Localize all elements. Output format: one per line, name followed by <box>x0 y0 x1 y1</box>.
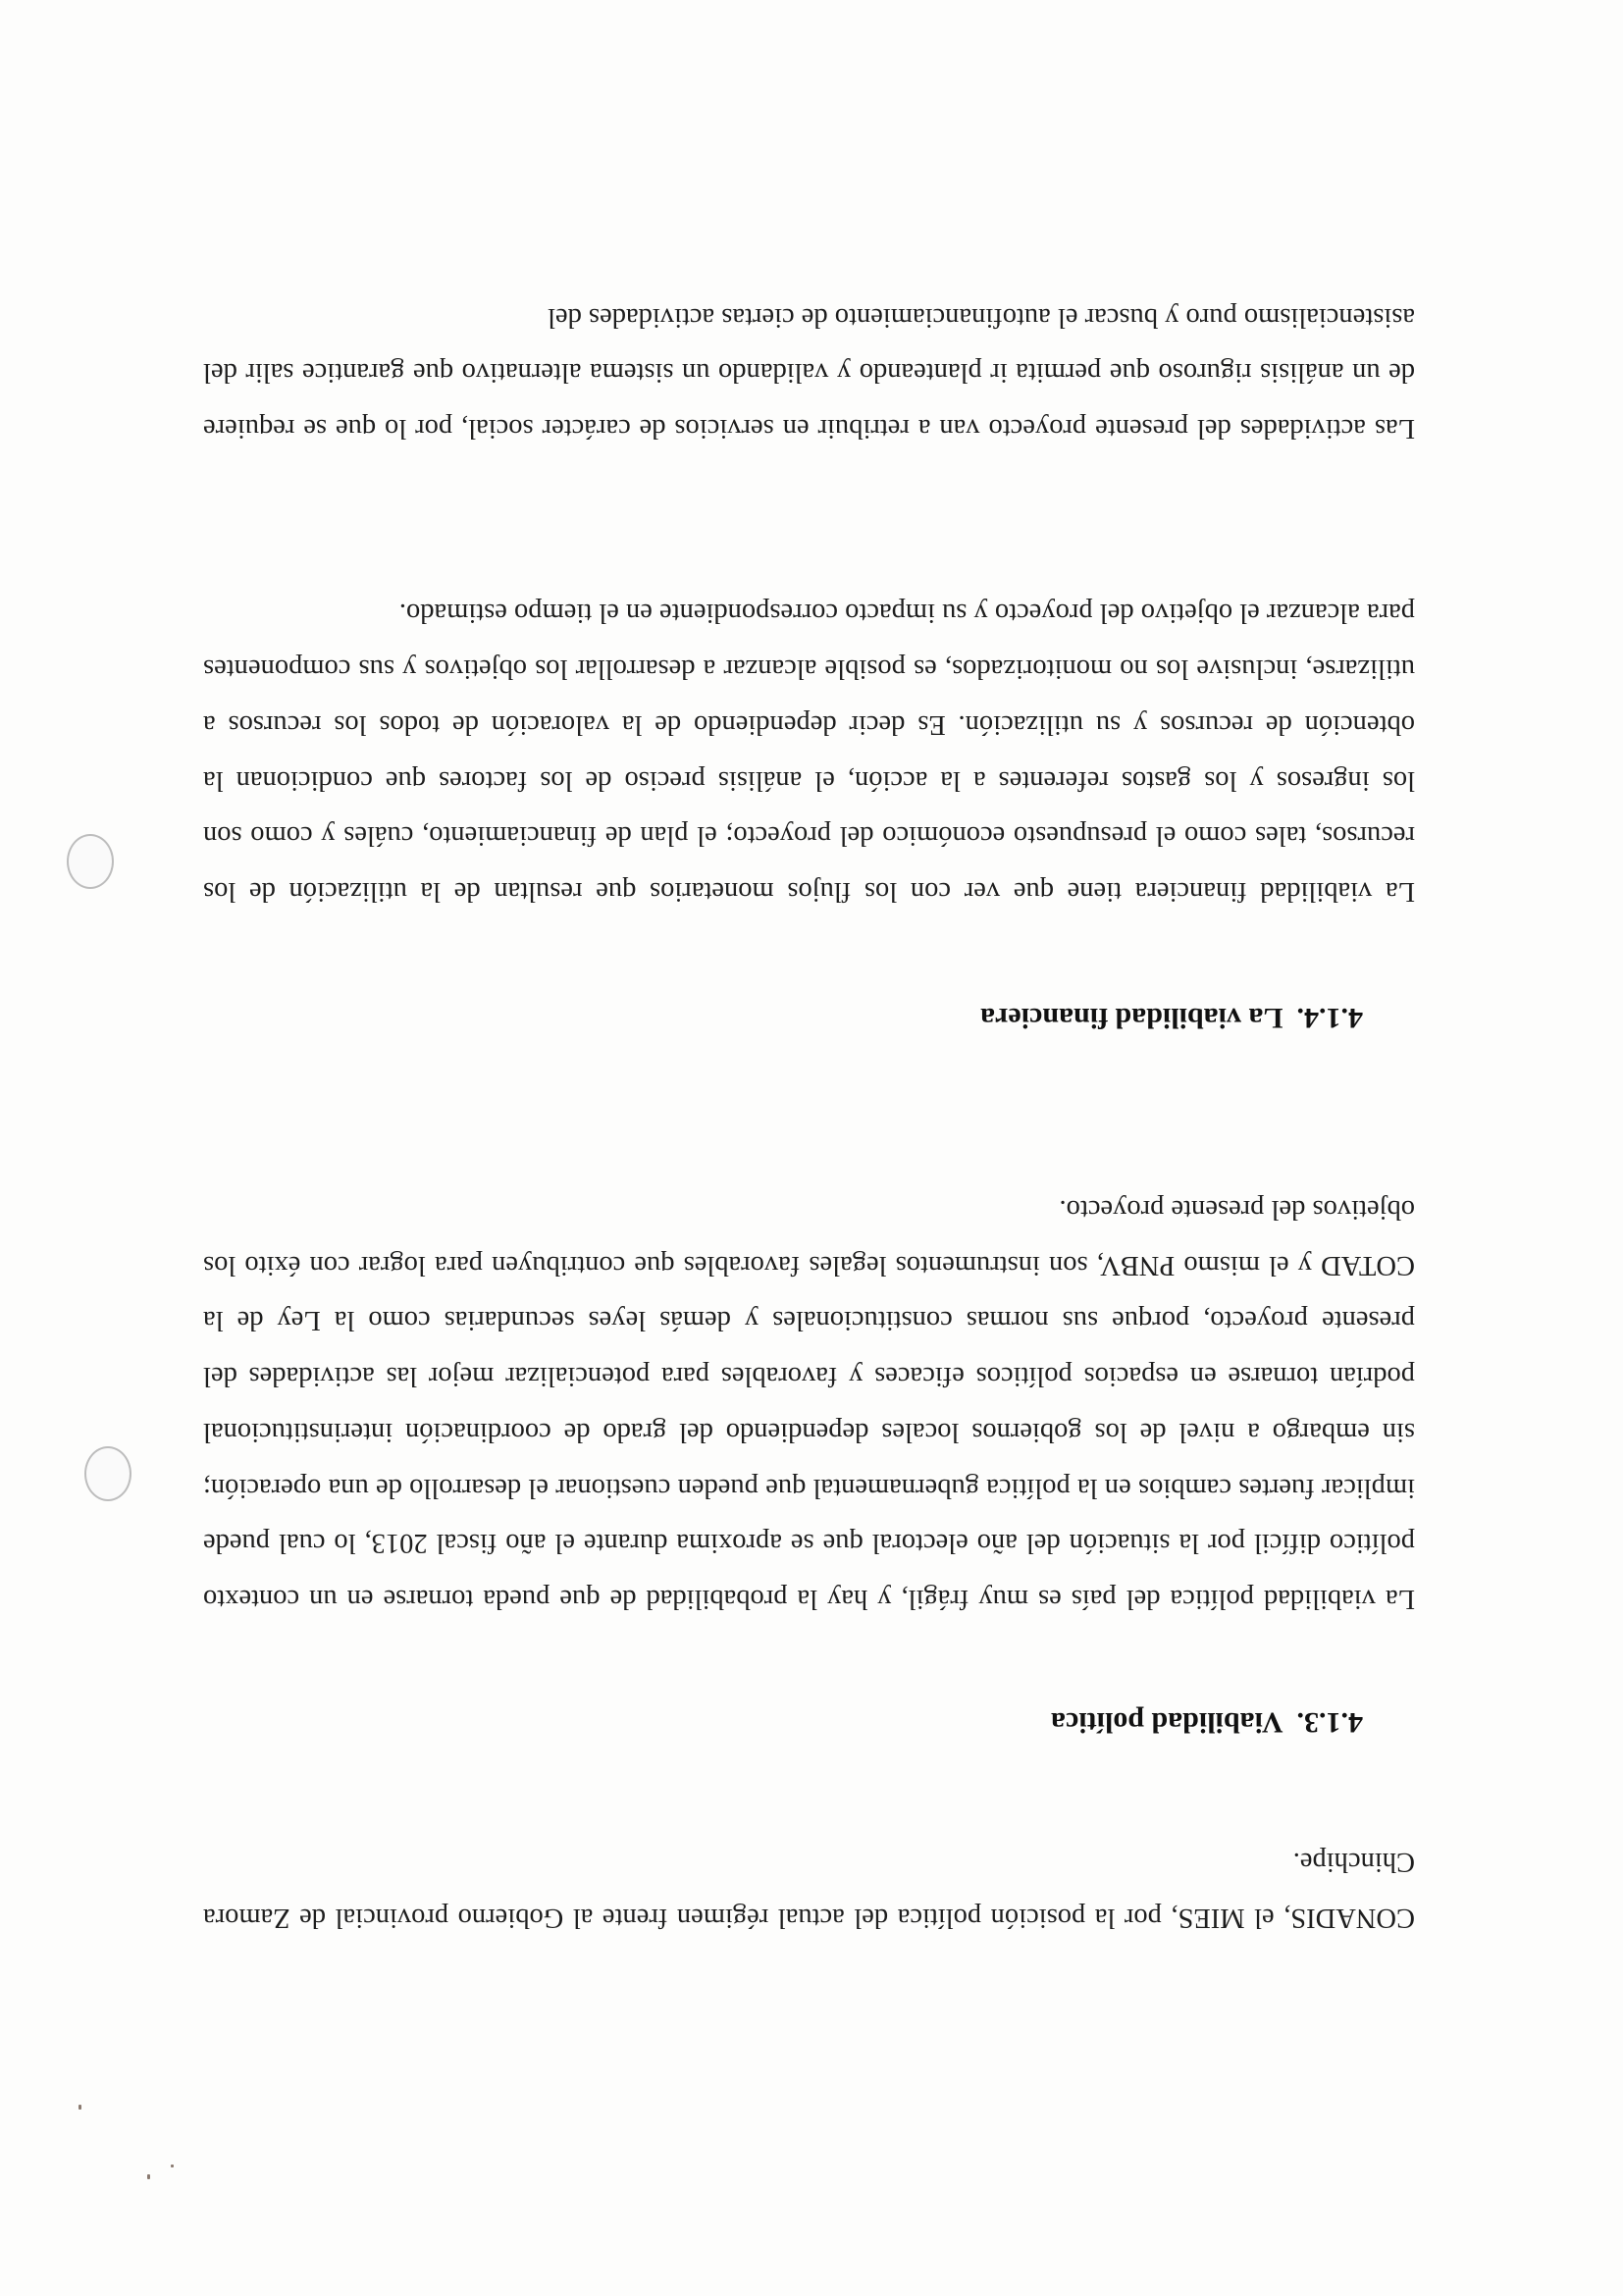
section-title: Viabilidad política <box>1051 1706 1283 1739</box>
section-heading-4-1-4 <box>980 1001 1363 1034</box>
section-number: 4.1.3. <box>1296 1706 1363 1739</box>
section-title: La viabilidad financiera <box>980 1002 1283 1034</box>
section-heading-4-1-3 <box>1051 1705 1363 1739</box>
section-number: 4.1.4. <box>1296 1002 1363 1034</box>
financial-viability-paragraph-1: La viabilidad financiera tiene que ver con los flujos monetarios que resultan de la utilización de los recursos, tales como el presupuesto económico del proyecto; el plan de financiamiento, cuáles y como son los ingresos y los gastos referentes a la acción, el análisis preciso de los factores que condicionan la obtención de recursos y su utilización. Es decir dependiendo de la valoración de todos los recursos a utilizarse, inclusive los no monitorizados, es posible alcanzar a desarrollar los objetivos y sus componentes para alcanzar el objetivo del proyecto y su impacto correspondiente en el tiempo estimado. <box>203 598 1415 907</box>
intro-paragraph: CONADIS, el MIES, por la posición política del actual régimen frente al Gobierno provincial de Zamora Chinchipe. <box>203 1847 1415 1933</box>
financial-viability-paragraph-2: Las actividades del presente proyecto van a retribuir en servicios de carácter social, por lo que se requiere de un análisis riguroso que permita ir planteando y validando un sistema alternativo que garantice salir del asistencialismo puro y buscar el autofinanciamiento de ciertas actividades del <box>203 301 1415 444</box>
political-viability-paragraph: La viabilidad política del país es muy frágil, y hay la probabilidad de que pueda tornarse en un contexto político difícil por la situación del año electoral que se aproxima durante el año fiscal 2013, lo cual puede implicar fuertes cambios en la política gubernamental que pueden cuestionar el desarrollo de una operación; sin embargo a nivel de los gobiernos locales dependiendo del grado de coordinación interinstitucional podrían tornarse en espacios políticos eficaces y favorables para potencializar mejor las actividades del presente proyecto, porque sus normas constitucionales y demás leyes secundarias como la Ley de la COTAD y el mismo PNBV, son instrumentos legales favorables que contribuyen para lograr con éxito los objetivos del presente proyecto. <box>203 1194 1415 1614</box>
